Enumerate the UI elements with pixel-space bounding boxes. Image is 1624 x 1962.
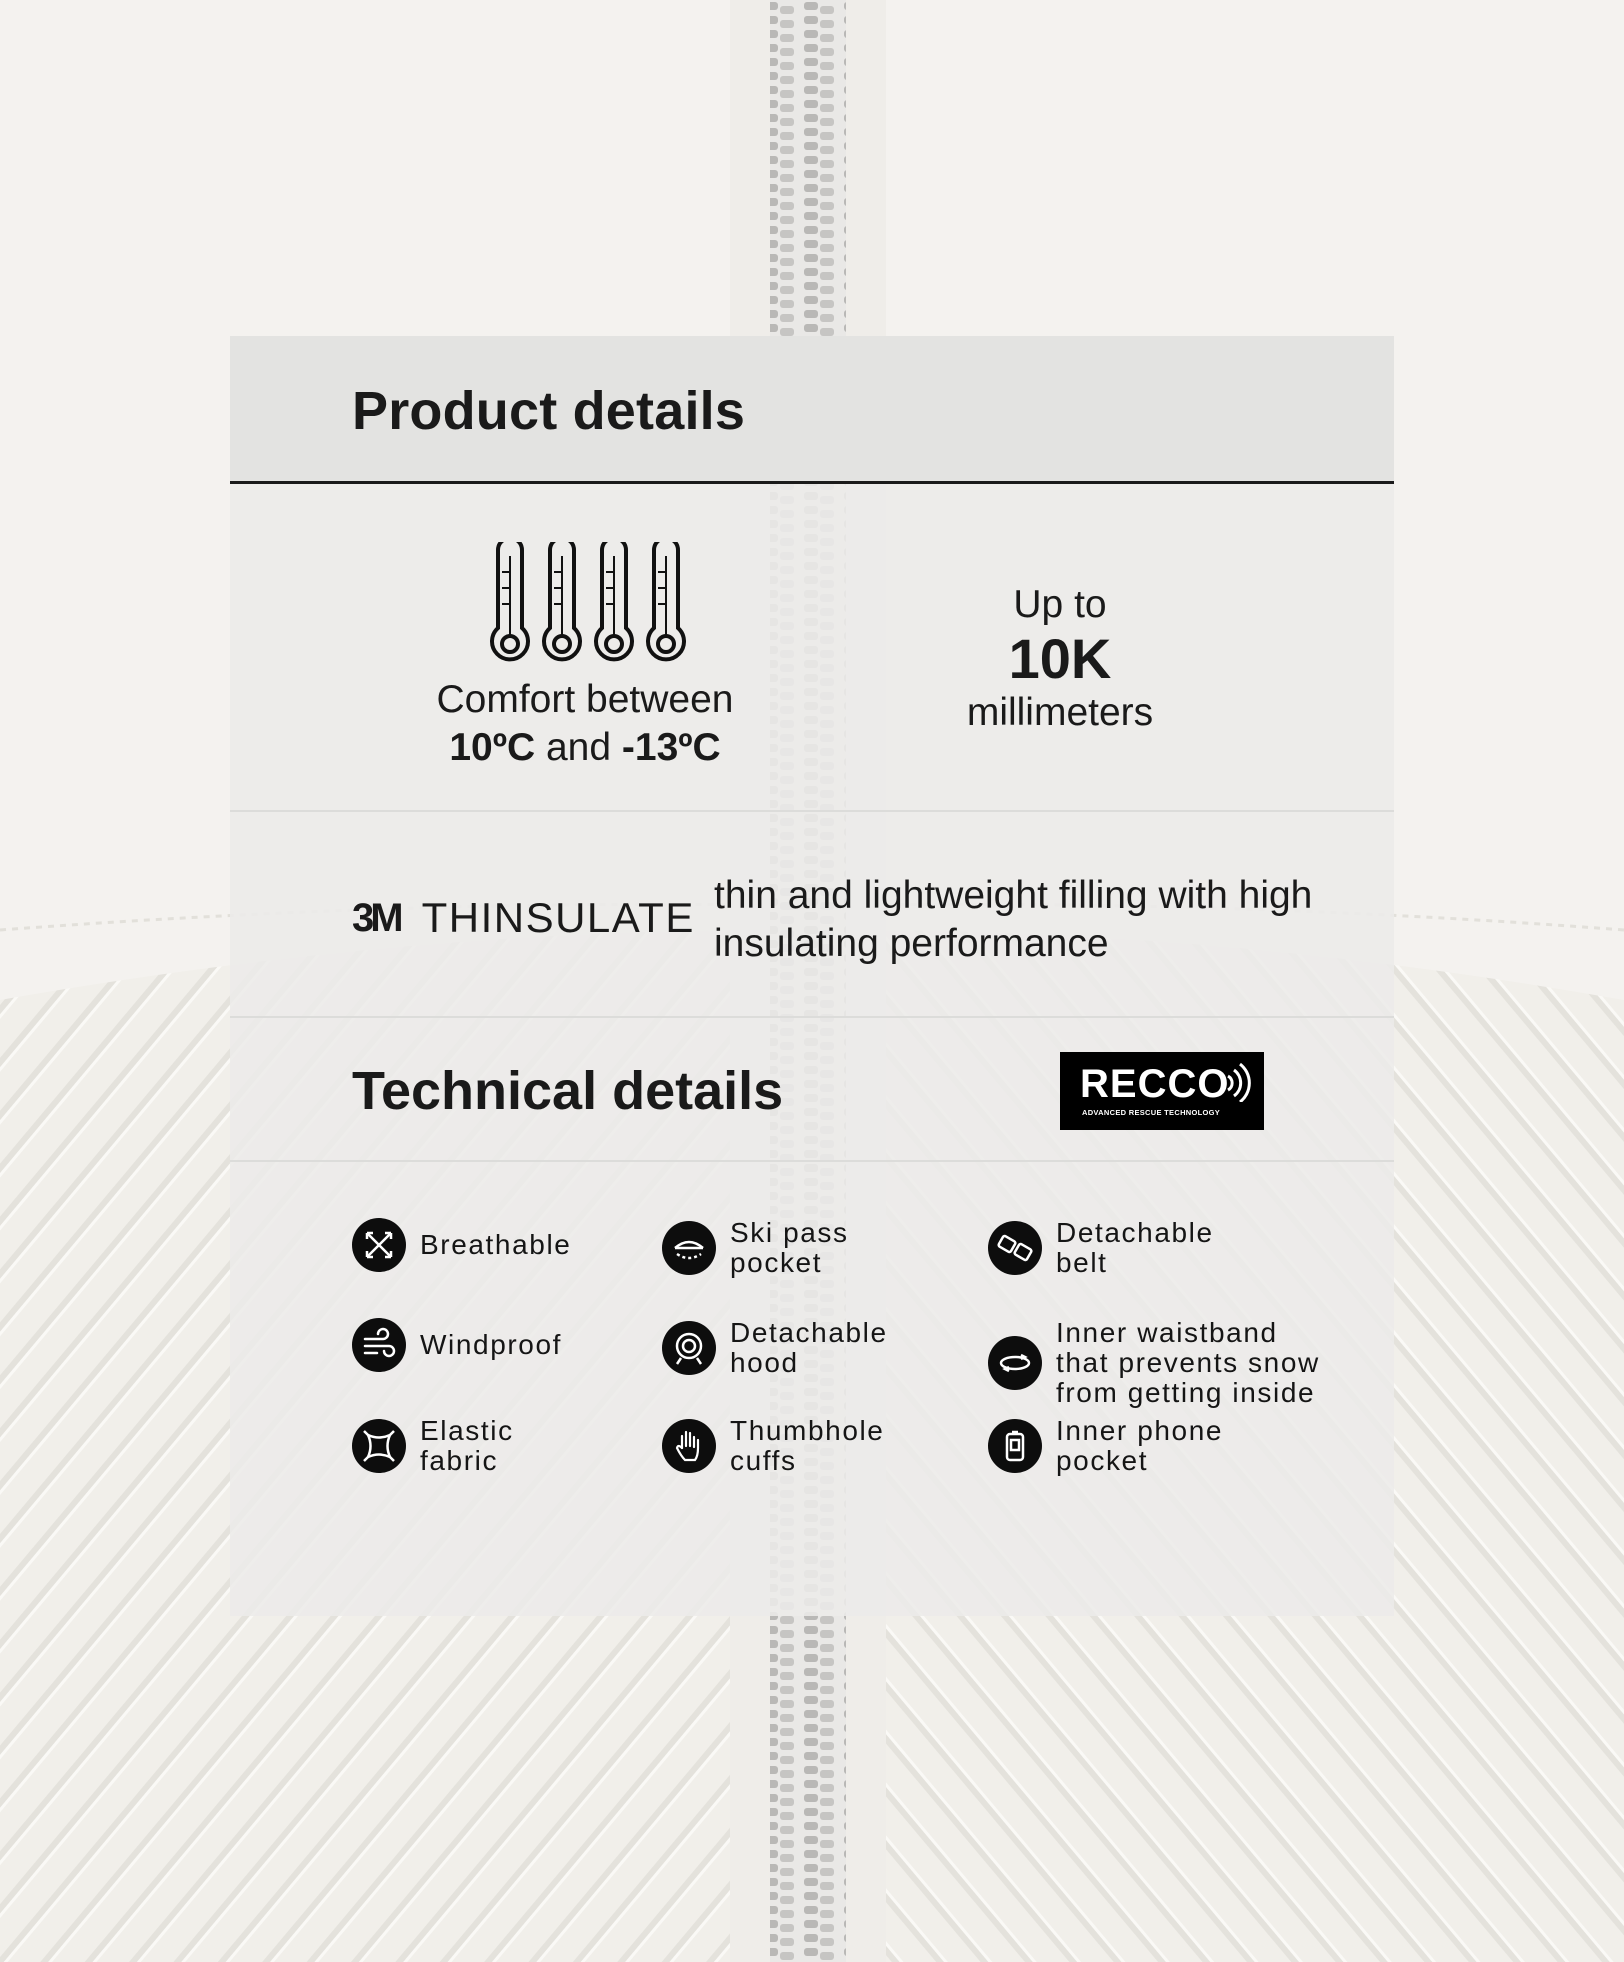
waterproof-upto: Up to	[1013, 583, 1107, 626]
feature-label: Inner phone pocket	[1056, 1415, 1224, 1476]
insulation-description: thin and lightweight filling with high insulating performance	[714, 874, 1313, 965]
recco-subtitle: ADVANCED RESCUE TECHNOLOGY	[1082, 1108, 1221, 1117]
feature-detachable-belt	[988, 1218, 1214, 1278]
feature-windproof	[352, 1318, 562, 1372]
belt-icon	[988, 1221, 1042, 1275]
feature-label: Breathable	[420, 1229, 572, 1260]
feature-ski-pass	[662, 1218, 849, 1278]
comfort-prefix: Comfort between	[436, 678, 734, 721]
thinsulate-name: THINSULATE	[421, 894, 695, 941]
waistband-icon	[988, 1336, 1042, 1390]
breathable-icon	[352, 1218, 406, 1272]
waterproof-rating	[930, 582, 1190, 736]
ski-pass-icon	[662, 1221, 716, 1275]
thinsulate-logo	[352, 894, 695, 944]
feature-detachable-hood	[662, 1318, 888, 1378]
waterproof-unit: millimeters	[966, 691, 1154, 734]
feature-elastic-fabric	[352, 1416, 514, 1476]
feature-label: Windproof	[420, 1329, 563, 1360]
signal-icon	[1222, 1062, 1252, 1102]
phone-icon	[988, 1419, 1042, 1473]
thermometer-icon	[486, 542, 686, 666]
recco-logo	[1060, 1052, 1264, 1130]
feature-label: Detachable belt	[1056, 1217, 1214, 1278]
wind-icon	[352, 1318, 406, 1372]
waterproof-value: 10K	[1008, 627, 1112, 690]
hood-icon	[662, 1321, 716, 1375]
technical-details-title: Technical details	[352, 1061, 784, 1121]
feature-inner-waistband	[988, 1318, 1320, 1408]
divider	[230, 1016, 1394, 1018]
feature-breathable	[352, 1218, 571, 1272]
product-details-header	[230, 336, 1394, 484]
product-details-title: Product details	[352, 381, 746, 441]
feature-label: Inner waistband that prevents snow from getting inside	[1056, 1317, 1320, 1408]
feature-label: Ski pass pocket	[730, 1217, 849, 1278]
comfort-high: 10ºC	[449, 726, 536, 769]
divider	[230, 810, 1394, 812]
feature-label: Elastic fabric	[420, 1415, 514, 1476]
3m-logo: 3M	[352, 895, 400, 940]
feature-thumbhole-cuffs	[662, 1416, 884, 1476]
comfort-low: -13ºC	[621, 726, 721, 769]
comfort-joiner: and	[545, 726, 612, 769]
product-details-panel	[230, 336, 1394, 1616]
feature-label: Detachable hood	[730, 1317, 888, 1378]
comfort-range	[410, 676, 760, 772]
elastic-icon	[352, 1419, 406, 1473]
divider	[230, 1160, 1394, 1162]
hand-icon	[662, 1419, 716, 1473]
feature-inner-phone-pocket	[988, 1416, 1223, 1476]
recco-word: RECCO	[1080, 1062, 1230, 1106]
feature-label: Thumbhole cuffs	[730, 1415, 885, 1476]
